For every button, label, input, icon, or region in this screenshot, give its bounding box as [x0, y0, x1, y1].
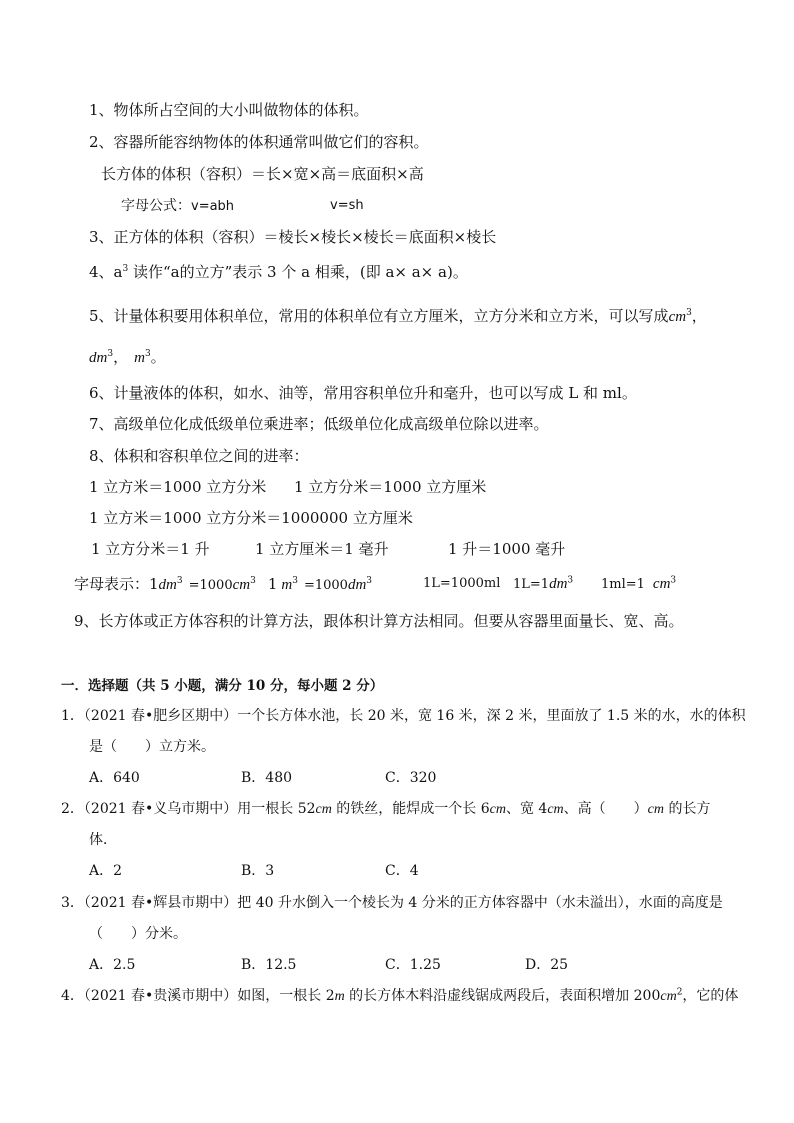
p5-comma: ， [691, 307, 707, 325]
summary-point-5-cont [89, 347, 166, 368]
option-d[interactable]: D．25 [525, 957, 569, 973]
sup-3: 3 [250, 576, 256, 586]
option-a[interactable]: A．2.5 [89, 957, 136, 973]
rate-row-3c: 1 升＝1000 毫升 [448, 540, 566, 558]
sup-3: 3 [567, 575, 574, 586]
unit-m: m [334, 989, 345, 1004]
q4-part-a: 4．（2021 春•贵溪市期中）如图，一根长 2 [61, 988, 335, 1004]
cuboid-volume-formula: 长方体的体积（容积）＝长×宽×高＝底面积×高 [101, 165, 424, 183]
sup-3: 3 [670, 575, 677, 586]
q2-part-d: 、高（ ） [563, 801, 648, 817]
rate-row-3b: 1 立方厘米＝1 毫升 [255, 540, 389, 558]
p5-text: 5、计量体积要用体积单位，常用的体积单位有立方厘米，立方分米和立方米，可以写成 [89, 307, 669, 325]
question-text-cont: （ ）分米。 [89, 926, 187, 942]
q2-part-a: 2．（2021 春•义乌市期中）用一根长 52 [61, 801, 316, 817]
question-text: 3．（2021 春•辉县市期中）把 40 升水倒入一个棱长为 4 分米的正方体容器中（水未溢出），水面的高度是 [61, 895, 723, 911]
rate-row-1b: 1 立方分米＝1000 立方厘米 [294, 478, 487, 496]
q2-part-b: 的铁丝，能焊成一个长 6 [331, 801, 490, 817]
unit-cm: cm [547, 802, 564, 817]
unit-cm: cm [660, 989, 677, 1004]
q4-part-c: ，它的体 [682, 988, 739, 1004]
sup-3: 3 [176, 576, 183, 586]
rate-row-3a: 1 立方分米＝1 升 [91, 540, 210, 558]
p4-text: 读作“a的立方”表示 3 个 a 相乘，(即 a× a× a)。 [128, 263, 468, 281]
p4-superscript: 3 [122, 264, 129, 274]
rate-row-1a: 1 立方米＝1000 立方分米 [89, 478, 267, 496]
unit-cm: cm [647, 802, 664, 817]
summary-point-9: 9、长方体或正方体容积的计算方法，跟体积计算方法相同。但要从容器里面量长、宽、高。 [74, 612, 684, 630]
option-c[interactable]: C．320 [385, 770, 437, 786]
unit-cm: cm [489, 802, 506, 817]
question-text [61, 986, 738, 1007]
option-c[interactable]: C．1.25 [385, 957, 441, 973]
option-b[interactable]: B．3 [241, 863, 275, 879]
letters-l2: 1L=1 [513, 577, 550, 592]
summary-point-1: 1、物体所占空间的大小叫做物体的体积。 [89, 101, 369, 119]
unit-dm: dm [347, 577, 367, 593]
letters-ml: 1ml=1 [601, 577, 645, 592]
unit-cm: cm [668, 309, 687, 325]
summary-point-8: 8、体积和容积单位之间的进率： [89, 447, 309, 465]
q4-part-b: 的长方体木料沿虚线锯成两段后，表面积增加 200 [344, 988, 661, 1004]
letters-liter-ml: 1L=1000ml [423, 576, 501, 591]
unit-cm: cm [232, 577, 251, 593]
p5-period: 。 [150, 348, 166, 366]
letters-eq2: =1000 [303, 578, 348, 593]
question-text-cont: 体． [89, 832, 117, 848]
rate-row-2: 1 立方米＝1000 立方分米＝1000000 立方厘米 [89, 509, 413, 527]
sup-3: 3 [144, 349, 151, 359]
unit-cm: cm [652, 576, 671, 592]
section-title: 一．选择题（共 5 小题，满分 10 分，每小题 2 分） [61, 678, 384, 694]
letters-liter-dm3 [513, 574, 573, 595]
unit-m: m [134, 350, 145, 366]
option-a[interactable]: A．640 [89, 770, 140, 786]
p5-comma: ， [113, 348, 129, 366]
letters-row [74, 574, 372, 596]
q2-part-c: 、宽 4 [505, 801, 548, 817]
unit-dm: dm [158, 577, 177, 593]
letters-label: 字母表示：1 [74, 575, 159, 593]
summary-point-3: 3、正方体的体积（容积）＝棱长×棱长×棱长＝底面积×棱长 [89, 228, 497, 246]
option-b[interactable]: B．12.5 [241, 957, 297, 973]
sup-3: 3 [107, 349, 114, 359]
letter-formula-abh: v=abh [191, 199, 235, 214]
p4-prefix: 4、a [89, 263, 123, 281]
question-text: 1．（2021 春•肥乡区期中）一个长方体水池，长 20 米，宽 16 米，深 2 米，里面放了 1.5 米的水，水的体积 [61, 708, 746, 724]
letters-m-prefix: 1 [267, 575, 278, 593]
sup-3: 3 [366, 576, 373, 586]
letter-formula-label: 字母公式： [121, 198, 191, 214]
unit-m: m [281, 577, 293, 593]
letters-ml-cm3 [601, 574, 676, 595]
question-text [61, 799, 710, 820]
sup-3: 3 [686, 308, 692, 318]
summary-point-6: 6、计量液体的体积，如水、油等，常用容积单位升和毫升，也可以写成 L 和 ml。 [89, 384, 637, 402]
option-a[interactable]: A．2 [89, 863, 123, 879]
summary-point-4 [89, 262, 468, 282]
question-text-cont: 是（ ）立方米。 [89, 739, 215, 755]
unit-dm: dm [89, 350, 108, 366]
sup-2: 2 [676, 987, 683, 998]
option-c[interactable]: C．4 [385, 863, 419, 879]
q2-part-e: 的长方 [664, 801, 711, 817]
sup-3: 3 [292, 576, 298, 586]
summary-point-7: 7、高级单位化成低级单位乘进率；低级单位化成高级单位除以进率。 [89, 415, 549, 433]
unit-dm: dm [549, 576, 568, 592]
option-b[interactable]: B．480 [241, 770, 293, 786]
letter-formula-sh: v=sh [330, 198, 364, 213]
letter-formula-row [121, 196, 234, 217]
summary-point-5 [89, 306, 707, 327]
letters-eq1: =1000 [188, 578, 233, 593]
summary-point-2: 2、容器所能容纳物体的体积通常叫做它们的容积。 [89, 133, 429, 151]
unit-cm: cm [315, 802, 332, 817]
